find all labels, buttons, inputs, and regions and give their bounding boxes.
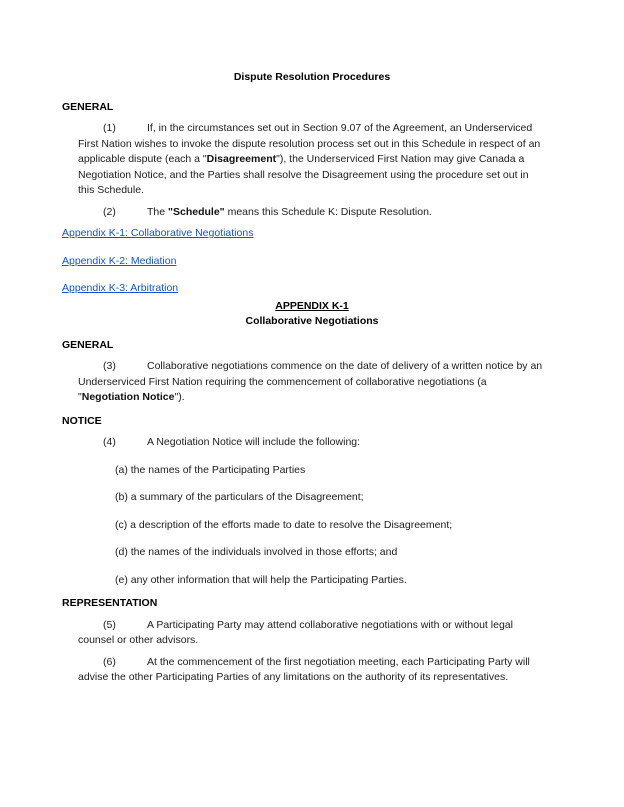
heading-general-2: GENERAL [62,338,114,351]
link-appendix-k1[interactable]: Appendix K-1: Collaborative Negotiations [62,227,254,239]
paragraph-3-number: (3) [103,360,116,372]
paragraph-2-number: (2) [103,205,116,218]
document-title: Dispute Resolution Procedures [233,71,391,83]
paragraph-2 [78,205,543,221]
paragraph-5 [78,618,543,649]
paragraph-1 [78,121,543,199]
paragraph-6-number: (6) [103,655,116,668]
paragraph-3-text: Collaborative negotiations commence on the date of delivery of a written notice by an Underserviced First Nation requiring the commencement of collaborative negotiations (a "Negotiation Notice"). [78,360,543,403]
link-appendix-k2[interactable]: Appendix K-2: Mediation [62,254,177,267]
paragraph-3 [78,359,543,406]
link-appendix-k3[interactable]: Appendix K-3: Arbitration [62,282,179,294]
paragraph-4 [78,435,543,451]
heading-general-1: GENERAL [62,100,114,113]
paragraph-4-text: A Negotiation Notice will include the following: [147,436,361,448]
paragraph-5-text: A Participating Party may attend collaborative negotiations with or without legal counsel or other advisors. [78,618,513,646]
heading-representation: REPRESENTATION [62,597,158,609]
paragraph-1-number: (1) [103,122,116,134]
paragraph-6-text: At the commencement of the first negotiation meeting, each Participating Party will advise the other Participating Parties of any limitations on the authority of its representatives. [78,655,530,683]
appendix-k1-heading-title: APPENDIX K-1 [275,299,349,312]
heading-notice: NOTICE [62,414,102,427]
list-item-b: (b) a summary of the particulars of the Disagreement; [115,491,364,503]
paragraph-5-number: (5) [103,618,116,631]
paragraph-6 [78,655,543,686]
appendix-k1-heading [62,299,562,330]
list-item-d: (d) the names of the individuals involved in those efforts; and [115,546,398,558]
list-item-c: (c) a description of the efforts made to date to resolve the Disagreement; [115,518,453,531]
paragraph-4-number: (4) [103,436,116,448]
paragraph-2-text: The "Schedule" means this Schedule K: Dispute Resolution. [147,205,432,218]
list-item-e: (e) any other information that will help the Participating Parties. [115,573,407,586]
appendix-k1-heading-subtitle: Collaborative Negotiations [245,315,379,327]
list-item-a: (a) the names of the Participating Parties [115,463,306,476]
paragraph-1-text: If, in the circumstances set out in Section 9.07 of the Agreement, an Underserviced First Nation wishes to invoke the dispute resolution process set out in this Schedule in respect of an applicable dispute (each a "Disagreement"), the Underserviced First Nation may give Canada a Negotiation Notice, and the Parties shall resolve the Disagreement using the procedure set out in this Schedule. [78,122,541,196]
